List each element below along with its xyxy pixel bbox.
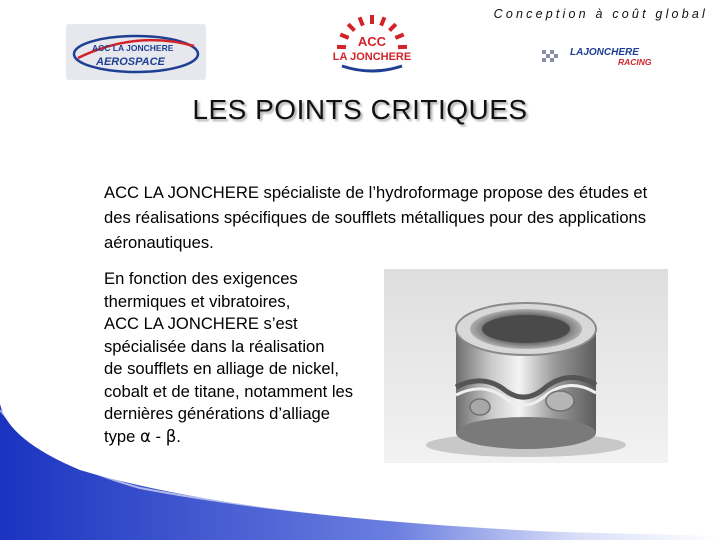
logo-racing [540, 44, 660, 68]
logo-racing-line1: LAJONCHERE [570, 47, 639, 58]
dash: - [150, 426, 166, 446]
body-line: En fonction des exigences [104, 269, 298, 288]
body-line: spécialisée dans la réalisation [104, 336, 325, 356]
period: . [176, 426, 181, 446]
decorative-wave [0, 400, 720, 540]
logo-aerospace-line1: ACC LA JONCHERE [92, 43, 174, 53]
logo-aerospace [66, 24, 206, 80]
body-line: cobalt et de titane, notamment les [104, 381, 354, 401]
logo-acc [330, 14, 414, 78]
beta-symbol: β [165, 426, 177, 446]
tagline: Conception à coût global [493, 7, 708, 21]
logo-acc-line1: ACC [357, 34, 387, 49]
type-prefix: type [104, 426, 140, 446]
intro-paragraph: ACC LA JONCHERE spécialiste de l’hydroformage propose des études et des réalisations spécifiques de soufflets métalliques pour des applications aéronautiques. [104, 183, 648, 252]
slide-title: LES POINTS CRITIQUES [192, 94, 528, 125]
alpha-symbol: α [139, 426, 151, 446]
body-line: dernières générations d’alliage [104, 404, 331, 423]
logo-racing-line2: RACING [618, 57, 652, 67]
logo-acc-line2: LA JONCHERE [332, 51, 412, 63]
body-line: de soufflets en alliage de nickel, [104, 359, 339, 378]
logo-aerospace-line2: AEROSPACE [96, 56, 165, 68]
body-line: thermiques et vibratoires, [104, 291, 291, 311]
body-line: ACC LA JONCHERE s’est [104, 314, 298, 333]
